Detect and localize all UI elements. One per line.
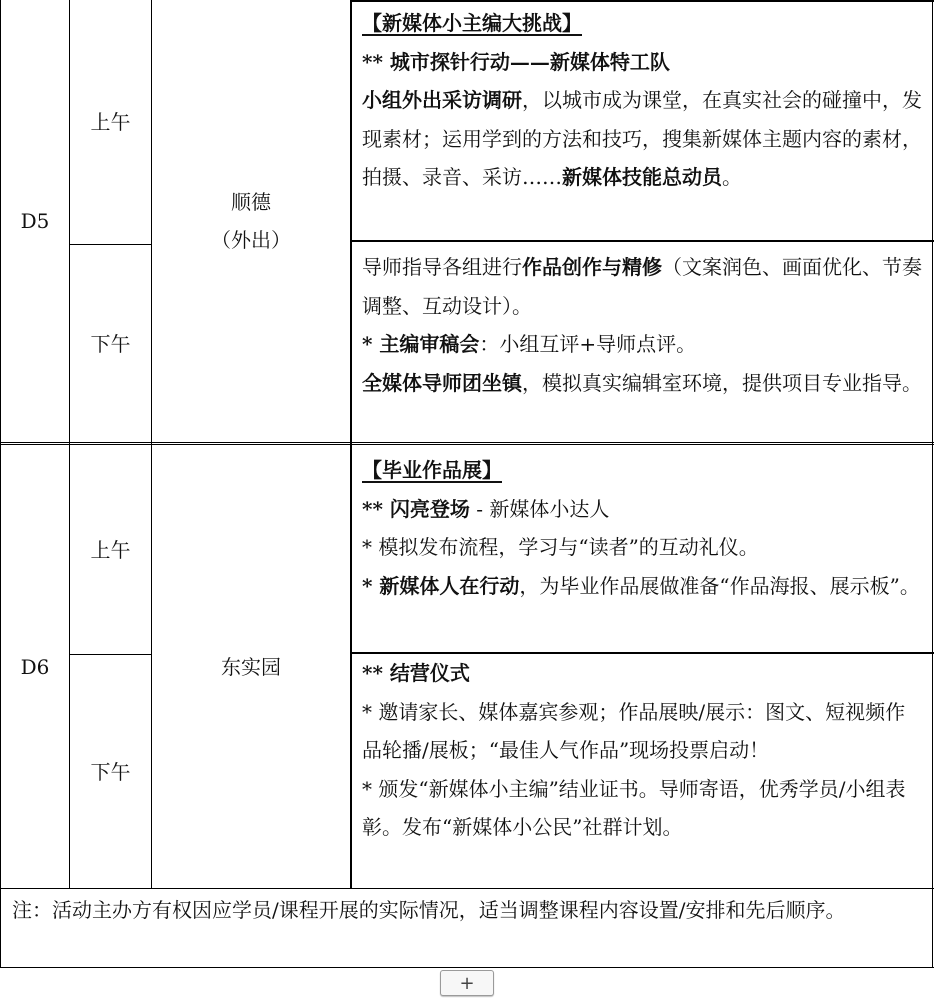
period-cell-am <box>70 445 151 654</box>
d6-am-content <box>362 451 922 605</box>
location-label: 东实园 <box>221 654 281 679</box>
table-border-line <box>932 0 933 968</box>
activity-desc: * 邀请家长、媒体嘉宾参观；作品展映/展示：图文、短视频作品轮播/展板；“最佳人气作品”现场投票启动！ <box>362 699 906 762</box>
activity-title: ** 结营仪式 <box>362 661 470 685</box>
section-heading: 【新媒体小主编大挑战】 <box>362 11 582 35</box>
table-border-line <box>0 442 934 443</box>
table-border-line <box>350 240 934 242</box>
day-label: D5 <box>20 209 50 233</box>
period-label: 上午 <box>90 537 131 562</box>
location-cell-d6 <box>152 445 350 888</box>
day-label: D6 <box>20 654 50 679</box>
activity-desc: 小组外出采访调研，以城市成为课堂，在真实社会的碰撞中，发现素材；运用学到的方法和技巧，搜集新媒体主题内容的素材，拍摄、录音、采访……新媒体技能总动员。 <box>362 88 922 189</box>
activity-desc: * 主编审稿会：小组互评+导师点评。 <box>362 332 697 356</box>
period-cell-pm <box>70 655 151 888</box>
footnote: 注：活动主办方有权因应学员/课程开展的实际情况，适当调整课程内容设置/安排和先后顺序。 <box>12 898 846 922</box>
day-cell-d5 <box>1 0 69 442</box>
period-cell-pm <box>70 245 151 442</box>
activity-title: ** 城市探针行动——新媒体特工队 <box>362 49 670 74</box>
location-sublabel: （外出） <box>211 228 291 252</box>
d5-am-content <box>362 4 922 197</box>
location-cell-d5 <box>152 0 350 442</box>
d5-pm-content <box>362 248 922 402</box>
location-label: 顺德 <box>231 190 271 214</box>
table-border-line <box>350 0 934 2</box>
activity-desc: * 颁发“新媒体小主编”结业证书。导师寄语，优秀学员/小组表彰。发布“新媒体小公民”社群计划。 <box>362 776 906 839</box>
activity-desc: ** 闪亮登场 - 新媒体小达人 <box>362 496 610 521</box>
section-heading: 【毕业作品展】 <box>362 458 502 482</box>
table-border-line <box>0 967 934 968</box>
activity-desc: * 模拟发布流程，学习与“读者”的互动礼仪。 <box>362 535 759 559</box>
day-cell-d6 <box>1 445 69 888</box>
add-row-button[interactable]: + <box>440 970 494 996</box>
table-border-line <box>350 0 352 888</box>
period-cell-am <box>70 0 151 244</box>
period-label: 下午 <box>90 759 131 784</box>
period-label: 上午 <box>90 110 131 134</box>
activity-desc: 全媒体导师团坐镇，模拟真实编辑室环境，提供项目专业指导。 <box>362 370 922 395</box>
table-border-line <box>0 888 934 889</box>
d6-pm-content <box>362 654 922 847</box>
activity-desc: * 新媒体人在行动，为毕业作品展做准备“作品海报、展示板”。 <box>362 573 920 598</box>
period-label: 下午 <box>90 331 131 356</box>
activity-desc: 导师指导各组进行作品创作与精修（文案润色、画面优化、节奏调整、互动设计）。 <box>362 255 922 318</box>
